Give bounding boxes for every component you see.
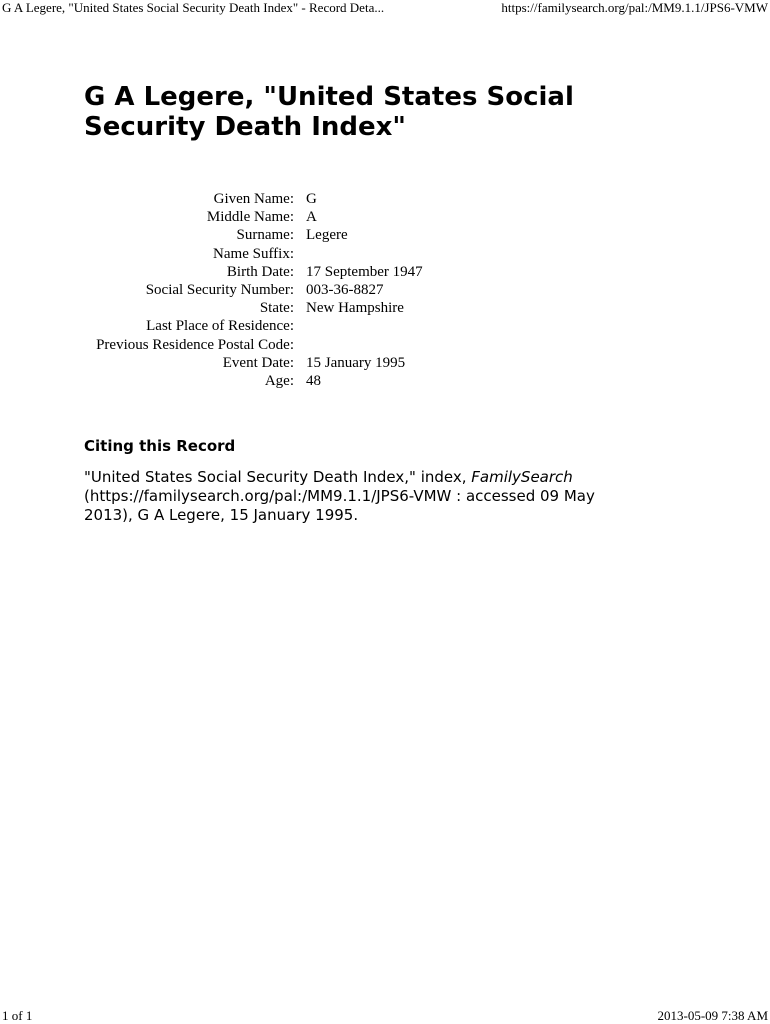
- record-label: Event Date:: [222, 354, 294, 371]
- citation-source: FamilySearch: [471, 468, 573, 486]
- print-timestamp: 2013-05-09 7:38 AM: [657, 1008, 768, 1023]
- record-label: Middle Name:: [206, 209, 294, 226]
- record-row-previous-postal-code: [84, 336, 423, 354]
- record-value: G: [306, 191, 317, 207]
- print-header: [0, 0, 770, 16]
- record-label: Given Name:: [213, 191, 294, 207]
- record-content: [84, 82, 724, 142]
- record-value: 15 January 1995: [306, 354, 406, 371]
- record-value: 003-36-8827: [306, 281, 384, 298]
- record-row-event-date: [84, 354, 423, 372]
- print-header-url: https://familysearch.org/pal:/MM9.1.1/JPS6-VMW: [501, 0, 768, 15]
- record-row-middle-name: [84, 208, 423, 226]
- record-row-given-name: [84, 190, 423, 208]
- record-row-ssn: [84, 281, 423, 299]
- citation-text: [84, 468, 644, 525]
- record-details-table: [84, 190, 423, 390]
- page-title: G A Legere, "United States Social Security Death Index": [84, 82, 574, 142]
- record-value: [306, 317, 423, 335]
- citation-text-before: "United States Social Security Death Index," index,: [84, 468, 472, 486]
- citation-heading: Citing this Record: [84, 437, 236, 455]
- record-row-name-suffix: [84, 245, 423, 263]
- record-row-last-residence: [84, 317, 423, 335]
- citation-text-after: (https://familysearch.org/pal:/MM9.1.1/JPS6-VMW : accessed 09 May 2013), G A Legere, 15 January 1995.: [84, 487, 595, 524]
- record-value: A: [306, 209, 317, 226]
- citation-section: [84, 436, 644, 525]
- record-label: Last Place of Residence:: [146, 318, 294, 335]
- record-value: Legere: [306, 227, 348, 244]
- record-row-age: [84, 372, 423, 390]
- record-row-surname: [84, 226, 423, 244]
- record-label: Surname:: [236, 227, 294, 244]
- print-footer: [0, 1008, 770, 1024]
- record-row-birth-date: [84, 263, 423, 281]
- record-value: New Hampshire: [306, 300, 404, 317]
- print-header-title: G A Legere, "United States Social Security Death Index" - Record Deta...: [2, 0, 385, 15]
- record-label: Previous Residence Postal Code:: [96, 336, 294, 353]
- record-label: Age:: [264, 372, 294, 389]
- record-value: [306, 336, 423, 354]
- page-count: 1 of 1: [2, 1008, 33, 1023]
- record-label: Birth Date:: [226, 263, 294, 280]
- record-value: 48: [306, 372, 321, 389]
- record-row-state: [84, 299, 423, 317]
- record-label: Social Security Number:: [145, 281, 294, 298]
- record-value: [306, 245, 423, 263]
- record-label: State:: [259, 300, 294, 317]
- record-label: Name Suffix:: [213, 245, 294, 262]
- record-value: 17 September 1947: [306, 263, 423, 280]
